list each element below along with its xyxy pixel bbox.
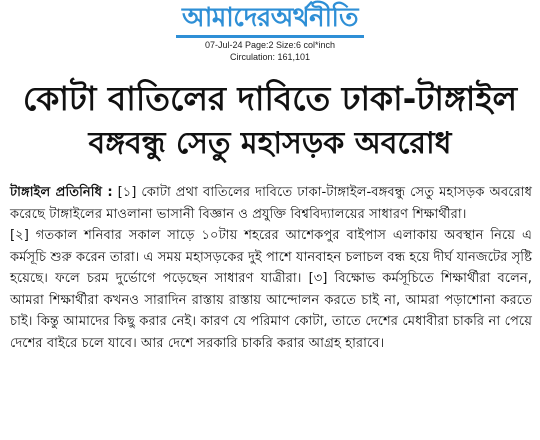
clip-info: 07-Jul-24 Page:2 Size:6 col*inch bbox=[204, 40, 336, 50]
paragraph-1-text: [১] কোটা প্রথা বাতিলের দাবিতে ঢাকা-টাঙ্গাইল-বঙ্গবন্ধু সেতু মহাসড়ক অবরোধ করেছে টাঙ্গাইলের মাওলানা ভাসানী বিজ্ঞান ও প্রযুক্তি বিশ্ববিদ্যালয়ের সাধারণ শিক্ষার্থীরা। bbox=[10, 185, 533, 222]
dateline: টাঙ্গাইল প্রতিনিধি : bbox=[10, 185, 113, 200]
circulation: Circulation: 161,101 bbox=[229, 52, 311, 62]
headline-line-1: কোটা বাতিলের দাবিতে ঢাকা-টাঙ্গাইল bbox=[22, 79, 518, 118]
article-paragraph-1 bbox=[10, 182, 532, 225]
article-body bbox=[10, 182, 532, 354]
article-paragraph-2 bbox=[10, 225, 532, 354]
headline-line-2: বঙ্গবন্ধু সেতু মহাসড়ক অবরোধ bbox=[88, 126, 452, 161]
masthead bbox=[0, 2, 540, 38]
newspaper-logo: আমাদেরঅর্থনীতি bbox=[176, 2, 364, 38]
paragraph-2-text: [২] গতকাল শনিবার সকাল সাড়ে ১০টায় শহরের আশেকপুর বাইপাস এলাকায় অবস্থান নিয়ে এ কর্মসূচি শুরু করেন তারা। এ সময় মহাসড়কের দুই পাশে যানবাহন চলাচল বন্ধ হয়ে দীর্ঘ যানজটের সৃষ্টি হয়েছে। ফলে চরম দুর্ভোগে পড়েছেন সাধারণ যাত্রীরা। [৩] বিক্ষোভ কর্মসূচিতে শিক্ষার্থীরা বলেন, আমরা শিক্ষার্থীরা কখনও সারাদিন রাস্তায় রাস্তায় আন্দোলন করতে চাই না, আমরা পড়াশোনা করতে চাই। কিন্তু আমাদের কিছু করার নেই। কারণ যে পরিমাণ কোটা, তাতে দেশের মেধাবীরা চাকরি না পেয়ে দেশের বাইরে চলে যাবে। আর দেশে সরকারি চাকরি করার আগ্রহ হারাবে। bbox=[10, 228, 532, 351]
